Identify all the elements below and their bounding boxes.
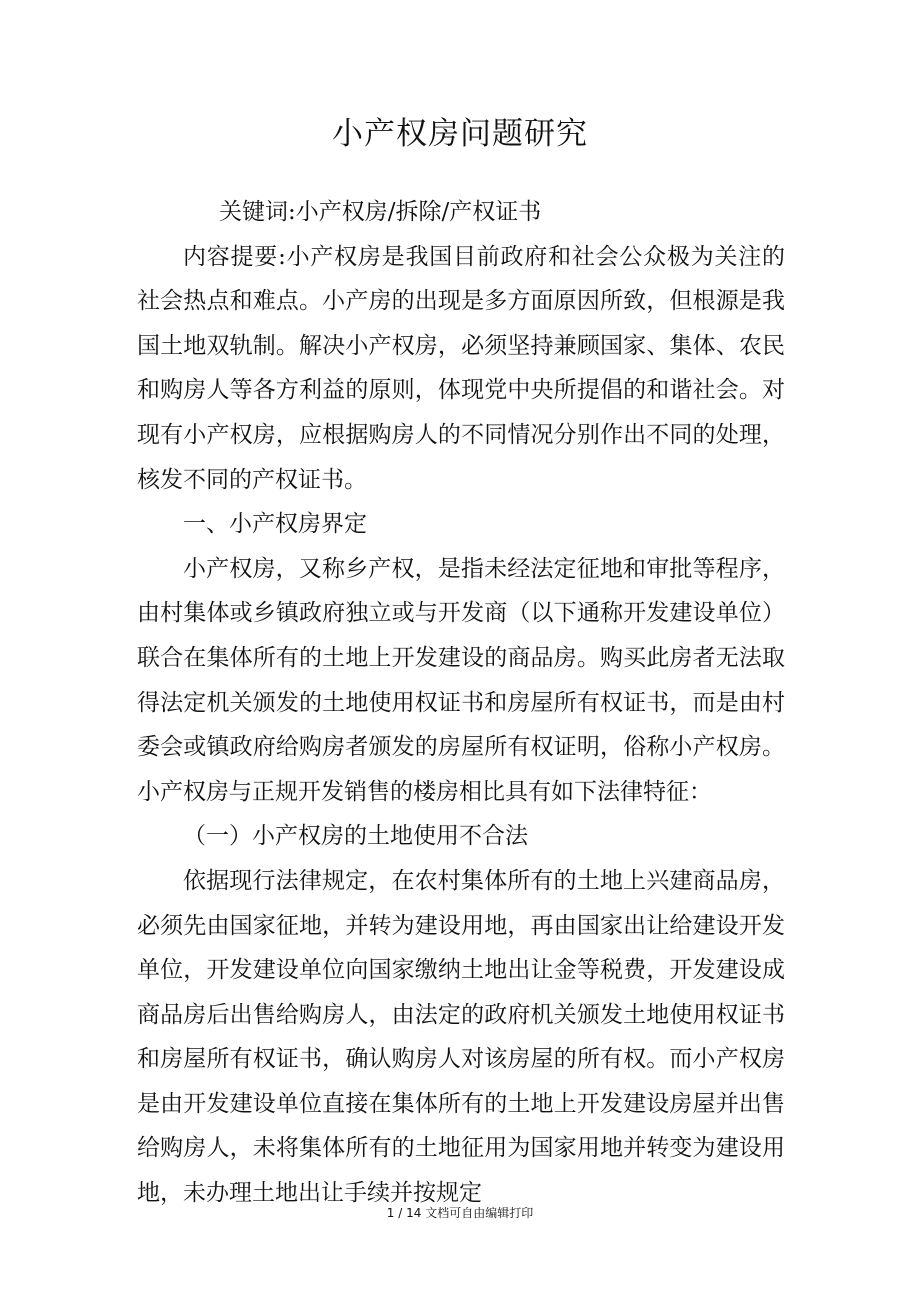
body-paragraph: 小产权房，又称乡产权，是指未经法定征地和审批等程序，由村集体或乡镇政府独立或与开发商（以下通称开发建设单位）联合在集体所有的土地上开发建设的商品房。购买此房者无法取得法定机关颁发的土地使用权证书和房屋所有权证书，而是由村委会或镇政府给购房者颁发的房屋所有权证明，俗称小产权房。小产权房与正规开发销售的楼房相比具有如下法律特征： <box>137 555 785 805</box>
abstract-paragraph: 内容提要:小产权房是我国目前政府和社会公众极为关注的社会热点和难点。小产房的出现是多方面原因所致，但根源是我国土地双轨制。解决小产权房，必须坚持兼顾国家、集体、农民和购房人等各方利益的原则，体现党中央所提倡的和谐社会。对现有小产权房，应根据购房人的不同情况分别作出不同的处理，核发不同的产权证书。 <box>137 243 785 493</box>
body-paragraph: 依据现行法律规定，在农村集体所有的土地上兴建商品房，必须先由国家征地，并转为建设用地，再由国家出让给建设开发单位，开发建设单位向国家缴纳土地出让金等税费，开发建设成商品房后出售给购房人，由法定的政府机关颁发土地使用权证书和房屋所有权证书，确认购房人对该房屋的所有权。而小产权房是由开发建设单位直接在集体所有的土地上开发建设房屋并出售给购房人，未将集体所有的土地征用为国家用地并转变为建设用地，未办理土地出让手续并按规定 <box>137 867 785 1207</box>
document-body <box>137 190 785 1216</box>
subsection-heading: （一）小产权房的土地使用不合法 <box>183 823 528 850</box>
keywords-line: 关键词:小产权房/拆除/产权证书 <box>219 199 542 225</box>
section-heading: 一、小产权房界定 <box>183 511 367 538</box>
page-footer: 1 / 14 文档可自由编辑打印 <box>386 1206 534 1220</box>
page-title: 小产权房问题研究 <box>332 116 588 152</box>
